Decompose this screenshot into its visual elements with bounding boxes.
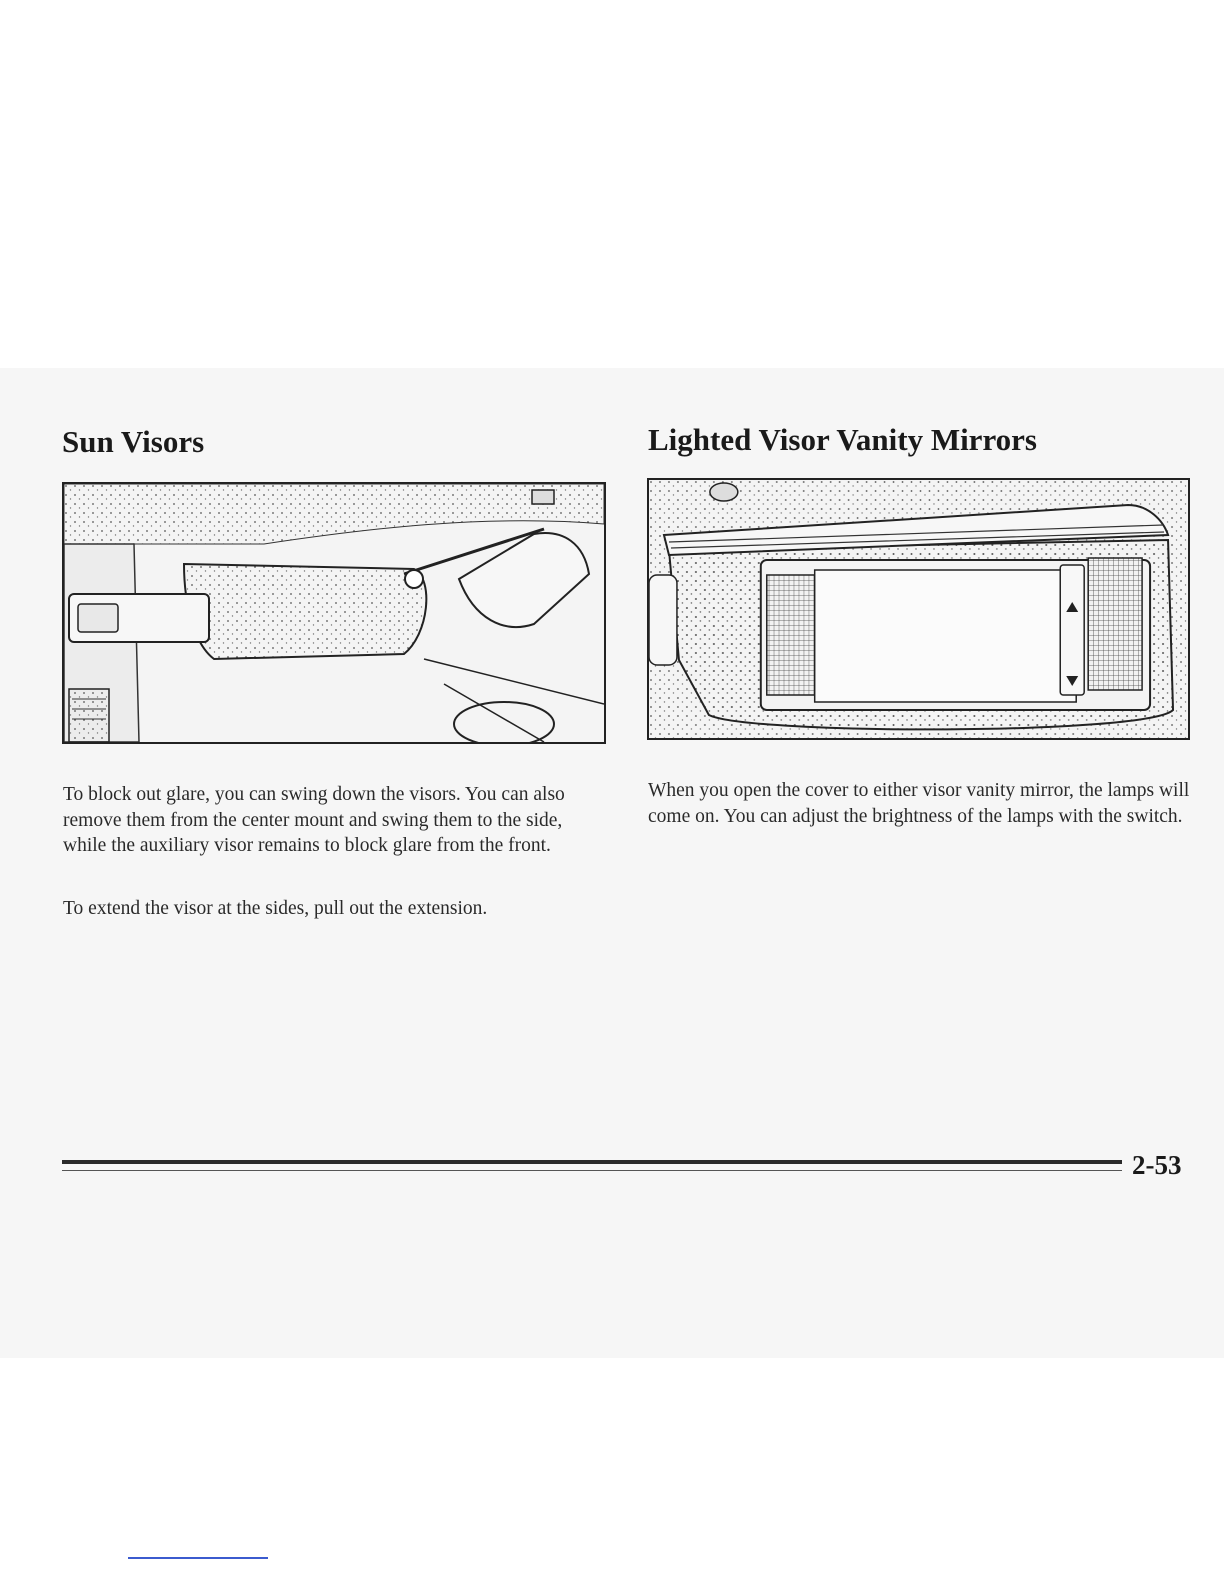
sun-visors-paragraph-1: To block out glare, you can swing down the visors. You can also remove them from the center mount and swing them to the side, while the auxiliary visor remains to block glare from the front. <box>63 784 565 856</box>
footer-link-underline[interactable] <box>128 1557 268 1559</box>
footer-rule-thin <box>62 1170 1122 1171</box>
vanity-mirrors-heading: Lighted Visor Vanity Mirrors <box>648 422 1037 457</box>
vanity-mirror-illustration <box>647 478 1190 740</box>
vanity-mirrors-paragraph-1: When you open the cover to either visor vanity mirror, the lamps will come on. You can adjust the brightness of the lamps with the switch. <box>648 780 1190 827</box>
footer-rule <box>62 1160 1122 1164</box>
page-number: 2-53 <box>1132 1150 1182 1180</box>
sun-visors-paragraph-2: To extend the visor at the sides, pull out the extension. <box>63 898 488 919</box>
sun-visor-illustration <box>62 482 606 744</box>
sun-visors-heading: Sun Visors <box>62 424 205 459</box>
